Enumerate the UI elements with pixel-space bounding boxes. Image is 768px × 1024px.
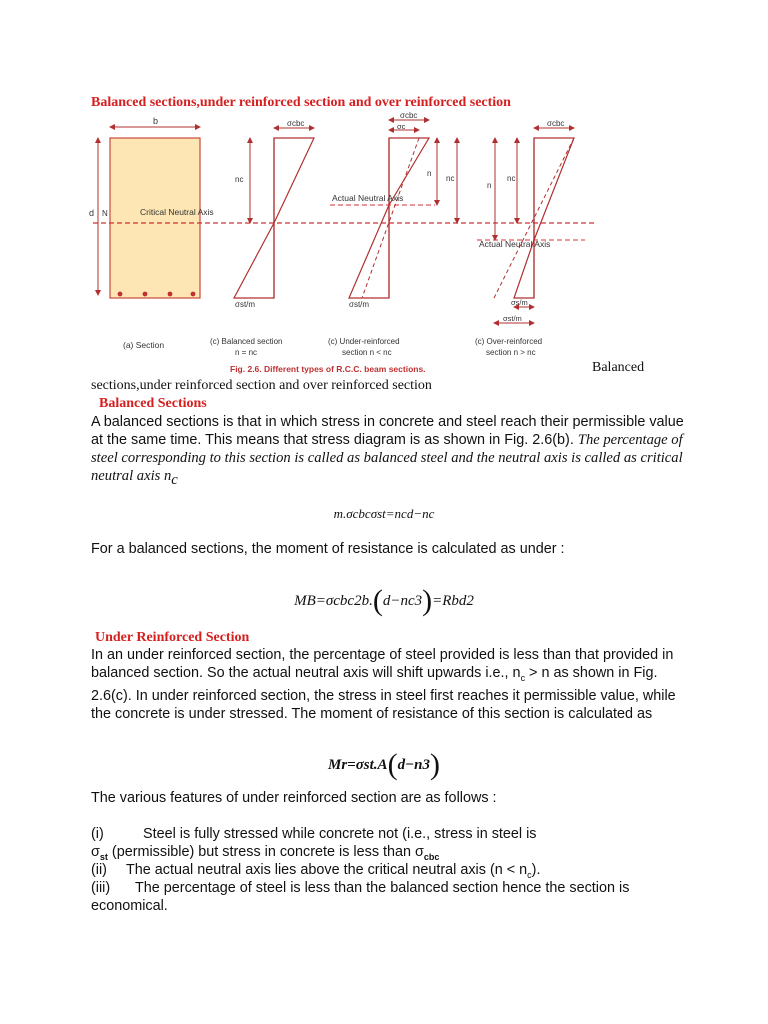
rcc-beam-sections-figure bbox=[85, 110, 600, 380]
n-dim-label: n bbox=[427, 169, 432, 178]
balanced-paragraph bbox=[91, 413, 691, 489]
item-3-text: The percentage of steel is less than the balanced section hence the section is economical. bbox=[91, 880, 630, 914]
under-critical-diagonal bbox=[362, 138, 419, 298]
equation-3: Mr=σst.A(d−n3) bbox=[327, 748, 440, 781]
eq3-mid: d−n3 bbox=[397, 757, 430, 773]
sigma-st-m-label: σst/m bbox=[235, 300, 256, 309]
caption-b-2: n = nc bbox=[235, 348, 258, 357]
item-1-number: (i) bbox=[91, 826, 104, 842]
nc-label: nc bbox=[446, 174, 455, 183]
balanced-italic-sub: c bbox=[171, 471, 178, 488]
item-3-number: (iii) bbox=[91, 880, 111, 896]
sigma-cbc-label: σcbc bbox=[400, 111, 418, 120]
caption-d-1: (c) Over-reinforced bbox=[475, 337, 543, 346]
balanced-text: A balanced sections is that in which stress in concrete and steel reach their permissible value at the same time. This means that stress diagram is as shown in Fig. 2.6(b). bbox=[91, 414, 684, 448]
moment-intro: For a balanced sections, the moment of resistance is calculated as under : bbox=[91, 541, 565, 557]
under-sub: c bbox=[520, 672, 526, 683]
nc-label: nc bbox=[235, 175, 244, 184]
item-1-sigma: σ bbox=[91, 844, 100, 860]
item-2-text-a: The actual neutral axis lies above the critical neutral axis (n < n bbox=[126, 862, 528, 878]
under-paragraph bbox=[91, 646, 691, 723]
sigma-cbc-label: σcbc bbox=[547, 119, 565, 128]
item-2-text-b: ). bbox=[531, 862, 541, 878]
n-dim-label: n bbox=[487, 181, 492, 190]
balanced-title: Balanced Sections bbox=[99, 396, 207, 411]
balanced-compression bbox=[274, 138, 314, 223]
under-title: Under Reinforced Section bbox=[95, 630, 250, 645]
item-1-sigma-sub: st bbox=[99, 851, 108, 862]
over-compression bbox=[534, 138, 574, 240]
page-heading: Balanced sections,under reinforced section and over reinforced section bbox=[91, 95, 511, 110]
balanced-italic-text: The percentage of steel corresponding to this section is called as balanced steel and the neutral axis is called as critical neutral axis n bbox=[91, 432, 683, 484]
eq2-right: =Rbd2 bbox=[432, 593, 474, 609]
beam-section-rect bbox=[110, 138, 200, 298]
rebar-dot bbox=[191, 292, 196, 297]
caption-b-1: (c) Balanced section bbox=[210, 337, 283, 346]
under-text-b: > n as shown in Fig. 2.6(c). In under reinforced section, the stress in steel first reaches it permissible value, while the concrete is under stressed. The moment of resistance of this section is calculated as bbox=[91, 665, 676, 722]
feature-item-3 bbox=[91, 879, 691, 915]
rebar-dot bbox=[118, 292, 123, 297]
rebar-dot bbox=[168, 292, 173, 297]
item-1-cbc-sub: cbc bbox=[423, 851, 440, 862]
caption-a: (a) Section bbox=[123, 340, 165, 350]
item-1-text-a: Steel is fully stressed while concrete not (i.e., stress in steel is bbox=[143, 826, 537, 842]
eq2-left: MB=σcbc2b. bbox=[294, 593, 373, 609]
alt-caption-2: sections,under reinforced section and over reinforced section bbox=[91, 378, 432, 393]
sigma-c-label: σc bbox=[397, 122, 406, 131]
balanced-tension bbox=[234, 223, 274, 298]
under-text-a: In an under reinforced section, the percentage of steel provided is less than that provided in balanced section. So the actual neutral axis will shift upwards i.e., n bbox=[91, 647, 674, 681]
equation-1: m.σcbcσst=ncd−nc bbox=[333, 506, 435, 521]
d-label: d bbox=[89, 208, 95, 218]
sigma-st-m-label: σst/m bbox=[349, 300, 370, 309]
sigma-cbc-label: σcbc bbox=[287, 119, 305, 128]
caption-d-2: section n > nc bbox=[486, 348, 536, 357]
actual-axis-label-2: Actual Neutral Axis bbox=[479, 239, 551, 249]
equation-2: MB=σcbc2b.(d−nc3)=Rbd2 bbox=[294, 584, 474, 617]
item-2-number: (ii) bbox=[91, 862, 107, 878]
alt-caption-1: Balanced bbox=[592, 360, 645, 375]
features-intro: The various features of under reinforced section are as follows : bbox=[91, 790, 497, 806]
feature-item-1 bbox=[91, 825, 691, 866]
b-label: b bbox=[153, 116, 159, 126]
eq3-left: Mr=σst.A bbox=[327, 757, 388, 773]
rebar-dot bbox=[143, 292, 148, 297]
caption-c-2: section n < nc bbox=[342, 348, 392, 357]
figure-caption: Fig. 2.6. Different types of R.C.C. beam sections. bbox=[230, 364, 426, 374]
critical-axis-label: Critical Neutral Axis bbox=[140, 207, 214, 217]
caption-c-1: (c) Under-reinforced bbox=[328, 337, 400, 346]
nc-label: nc bbox=[507, 174, 516, 183]
under-tension bbox=[349, 205, 389, 298]
actual-axis-label-1: Actual Neutral Axis bbox=[332, 193, 404, 203]
eq2-mid: d−nc3 bbox=[382, 593, 423, 609]
item-2-sub: c bbox=[527, 869, 532, 880]
sigma-st-m-label: σst/m bbox=[503, 314, 522, 323]
n-label: N bbox=[102, 209, 108, 218]
item-1-text-c: (permissible) but stress in concrete is less than σ bbox=[107, 844, 424, 860]
sigma-s-m-label: σs/m bbox=[511, 298, 528, 307]
